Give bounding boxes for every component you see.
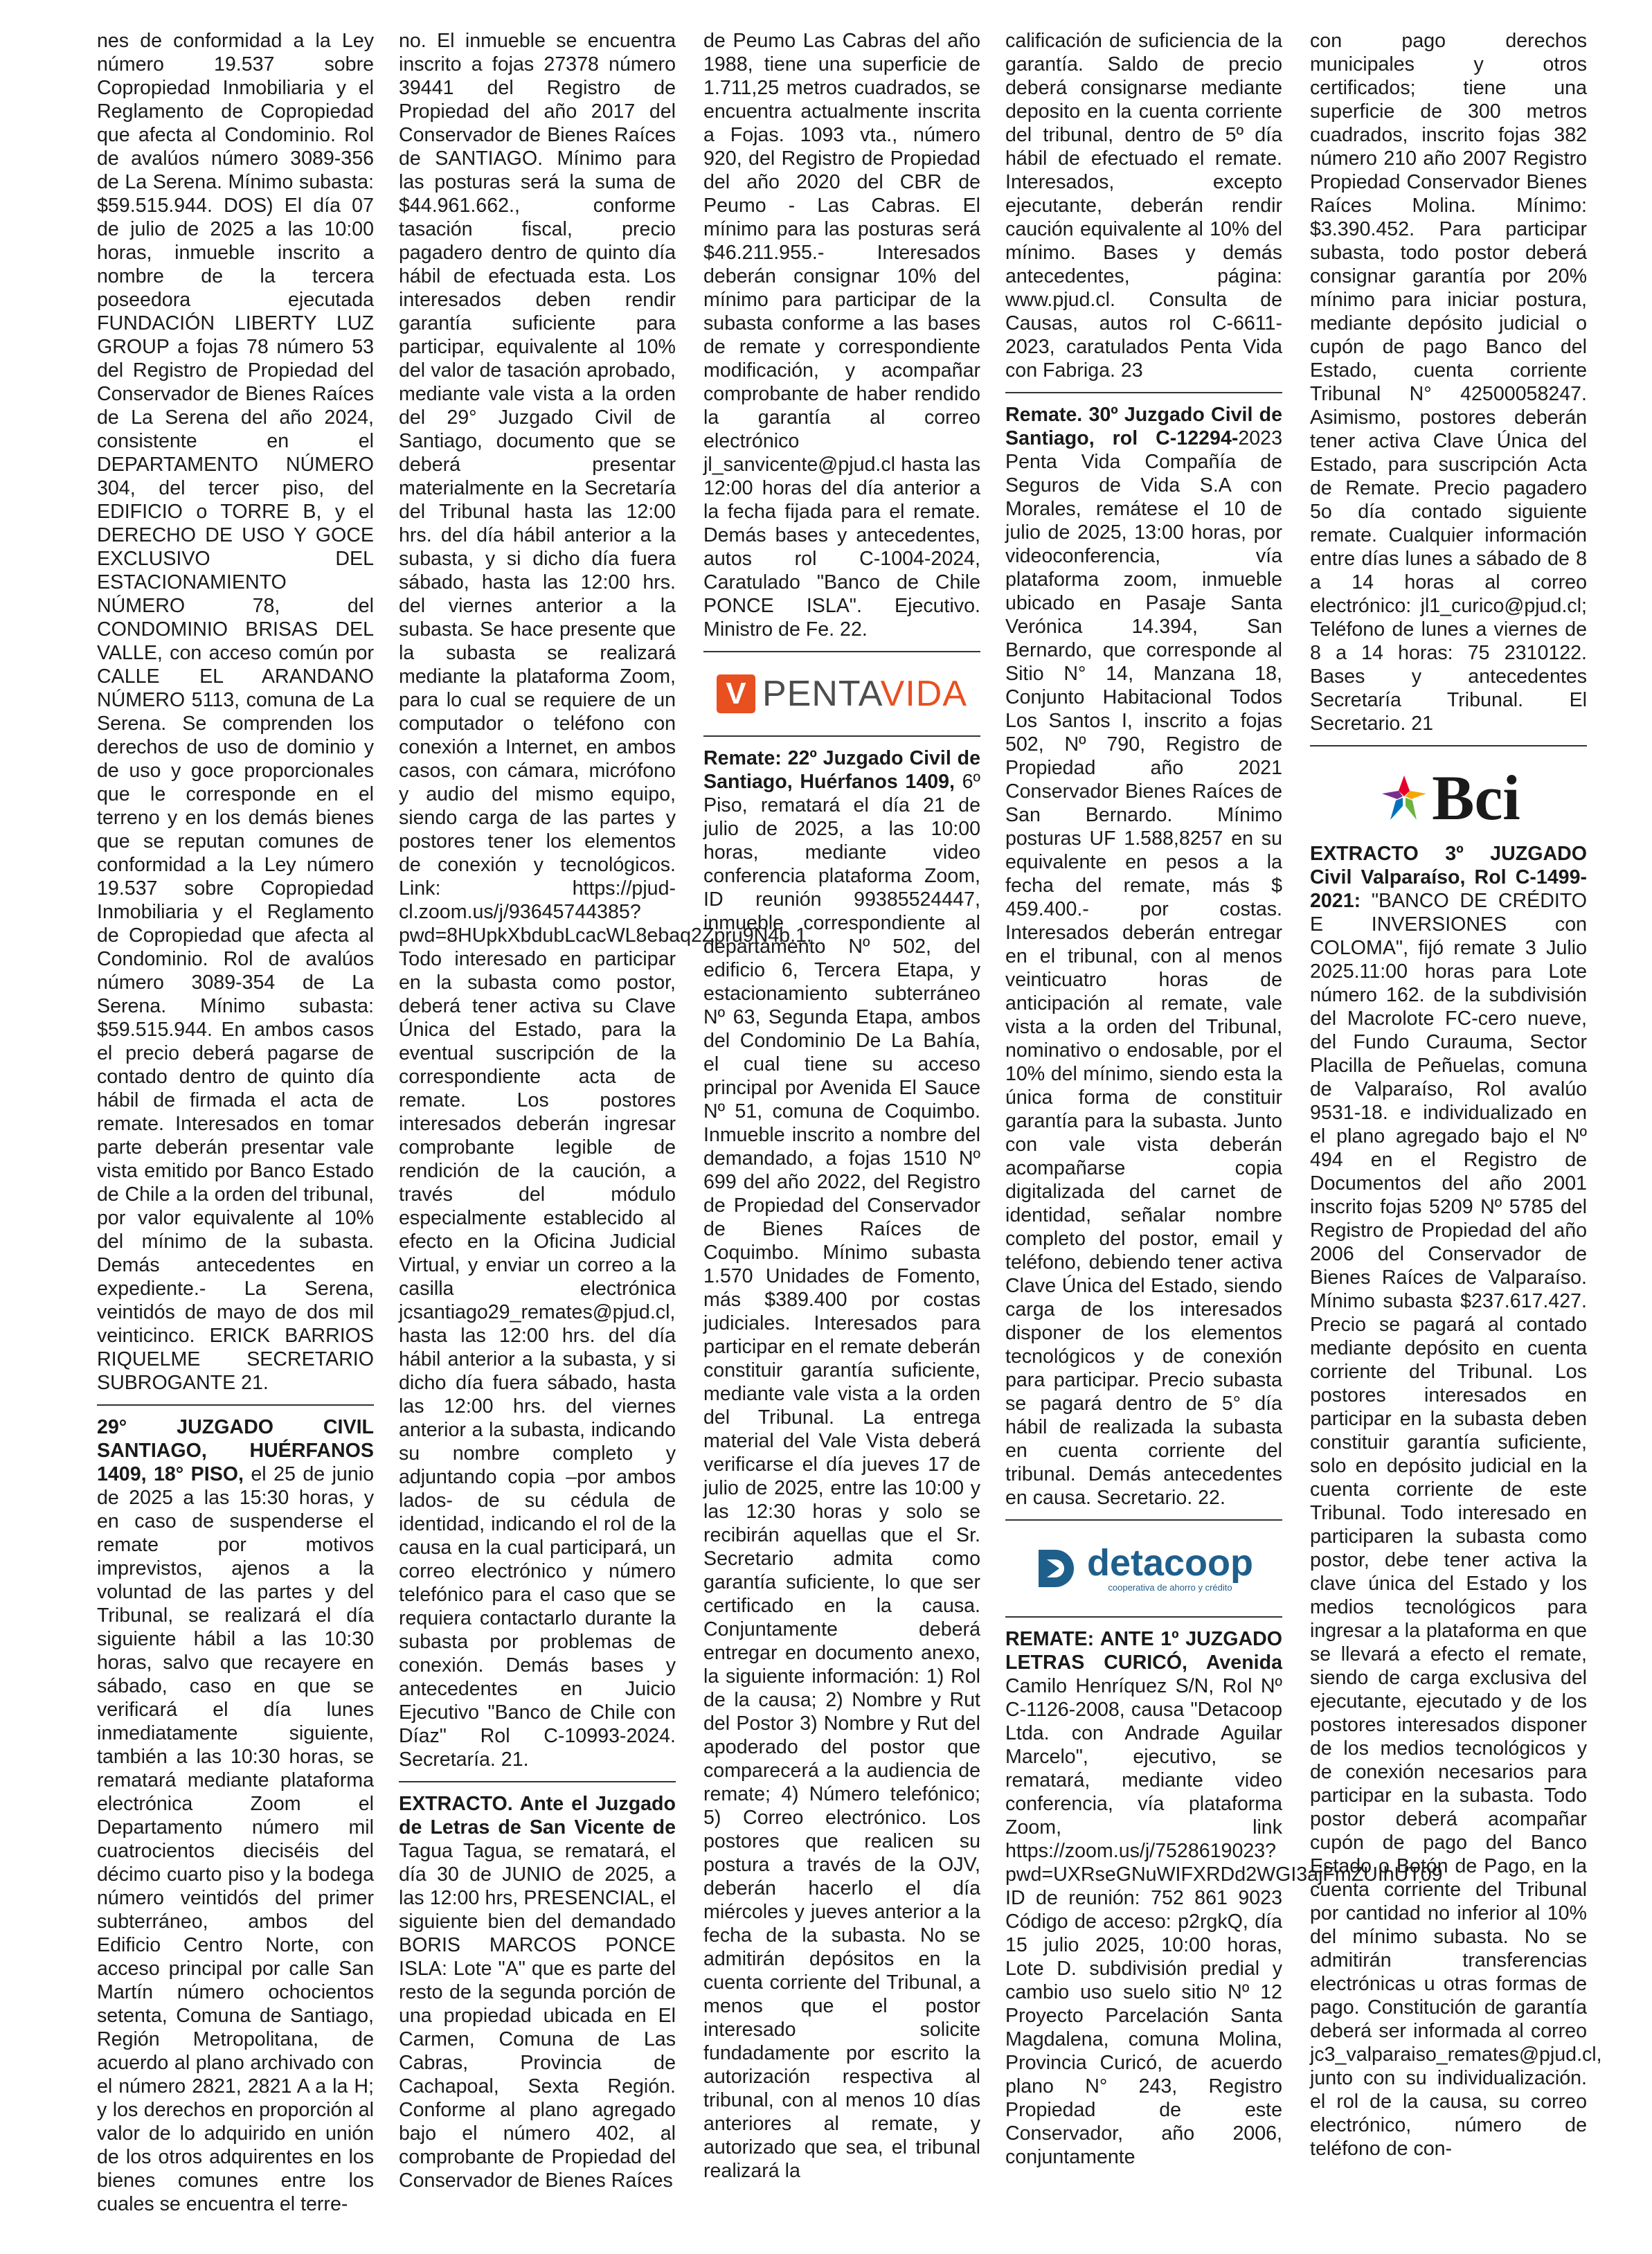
bci-wordmark: Bci <box>1432 762 1520 833</box>
notice-29-juzgado-civil <box>97 1415 374 2216</box>
separator-col2-1 <box>399 1781 676 1782</box>
detacoop-name: detacoop <box>1086 1542 1254 1584</box>
column-4 <box>1005 29 1443 2245</box>
notice-extracto-san-vicente <box>399 1792 676 2192</box>
notice-extracto-valparaiso <box>1310 842 1602 2161</box>
notice-body: 2023 Penta Vida Compañía de Seguros de Vida S.A con Morales, remátese el 10 de julio de 2025, 13:00 horas, por videoconferencia, vía plataforma zoom, inmueble ubicado en Pasaje Santa Verónica 14.394, San Bernardo, que corresponde al Sitio N° 14, Manzana 18, Conjunto Habitacional Todos Los Santos I, inscrito a fojas 502, Nº 790, Registro de Propiedad año 2021 Conservador Bienes Raíces de San Bernardo. Mínimo posturas UF 1.588,8257 en su equivalente en pesos a la fecha del remate, más $ 459.400.- por costas. Interesados deberán entregar en el tribunal, con al menos veinticuatro horas de anticipación al remate, vale vista a la orden del Tribunal, nominativo o endosable, por el 10% del mínimo, siendo esta la única forma de constituir garantía para la subasta. Junto con vale vista deberán acompañarse copia digitalizada del carnet de identidad, señalar nombre completo del postor, email y teléfono, debiendo tener activa Clave Única del Estado, siendo carga de los interesados disponer de los elementos tecnológicos y de conexión para participar. Precio subasta se pagará dentro de 5° día hábil de realizada la subasta en cuenta corriente del tribunal. Demás antecedentes en causa. Secretario. 22. <box>1005 427 1282 1509</box>
penta-v-icon: V <box>717 674 755 713</box>
notice-remate-22-juzgado <box>703 746 980 2183</box>
notice-body: Tagua Tagua, se rematará, el día 30 de JUNIO de 2025, a las 12:00 hrs, PRESENCIAL, el siguiente bien del demandado BORIS MARCOS PONCE ISLA: Lote "A" que es parte del resto de la segunda porción de una propiedad ubicada en El Carmen, Comuna de Las Cabras, Provincia de Cachapoal, Sexta Región. Conforme al plano agregado bajo el número 402, al comprobante de Propiedad del Conservador de Bienes Raíces <box>399 1840 676 2192</box>
notice-heading: REMATE: ANTE 1º JUZGADO LETRAS CURICÓ, Avenida <box>1005 1628 1282 1674</box>
notice-col1-continuation <box>97 29 374 1395</box>
notice-heading: Remate. 30º Juzgado Civil de Santiago, rol C-12294- <box>1005 404 1282 449</box>
notice-col2-continuation <box>399 29 812 1771</box>
notice-col5-continuation <box>1310 29 1587 735</box>
notice-body: no. El inmueble se encuentra inscrito a fojas 27378 número 39441 del Registro de Propiedad del año 2017 del Conservador de Bienes Raíces de SANTIAGO. Mínimo para las posturas será la suma de $44.961.662., conforme tasación fiscal, precio pagadero dentro de quinto día hábil de efectuada esta. Los interesados deben rendir garantía suficiente para participar, equivalente al 10% del valor de tasación aprobado, mediante vale vista a la orden del 29° Juzgado Civil de Santiago, documento que se deberá presentar materialmente en la Secretaría del Tribunal hasta las 12:00 hrs. del día hábil anterior a la subasta, y si dicho día fuera sábado, hasta las 12:00 hrs. del viernes anterior a la subasta. Se hace presente que la subasta se realizará mediante la plataforma Zoom, para lo cual se requiere de un computador o teléfono con conexión a Internet, en ambos casos, con cámara, micrófono y audio del mismo equipo, siendo carga de las partes y postores tener los elementos de conexión y tecnológicos. Link: https://pjud-cl.zoom.us/j/93645744385?pwd=8HUpkXbdubLcacWL8ebaq2Zpru9N4b.1. Todo interesado en participar en la subasta como postor, deberá tener activa su Clave Única del Estado, para la eventual suscripción de la correspondiente acta de remate. Los postores interesados deberán ingresar comprobante legible de rendición de la caución, a través del módulo especialmente establecido al efecto en la Oficina Judicial Virtual, y enviar un correo a la casilla electrónica jcsantiago29_remates@pjud.cl, hasta las 12:00 hrs. del día hábil anterior a la subasta, y si dicho día fuera sábado, hasta las 12:00 hrs. del viernes anterior a la subasta, indicando su nombre completo y adjuntando copia –por ambos lados- de su cédula de identidad, indicando el rol de la causa en la cual participará, un correo electrónico y número telefónico para el caso que se requiera contactarlo durante la subasta por problemas de conexión. Demás bases y antecedentes en Juicio Ejecutivo "Banco de Chile con Díaz" Rol C-10993-2024. Secretaría. 21. <box>399 30 812 1771</box>
notice-col4-continuation <box>1005 29 1282 382</box>
separator-col3-2 <box>703 735 980 737</box>
pentavida-logo <box>703 662 980 726</box>
bci-star-icon <box>1376 770 1432 825</box>
separator-col4-2 <box>1005 1519 1282 1521</box>
column-1 <box>97 29 374 2245</box>
separator-col4-3 <box>1005 1616 1282 1618</box>
notice-heading: EXTRACTO 3º JUZGADO Civil Valparaíso, Rol C-1499-2021: <box>1310 843 1587 912</box>
pentavida-word-vida: VIDA <box>880 674 968 714</box>
detacoop-wordmark <box>1087 1544 1253 1593</box>
notice-body: con pago derechos municipales y otros certificados; tiene una superficie de 300 metros cuadrados, inscrito fojas 382 número 210 año 2007 Registro Propiedad Conservador Bienes Raíces Molina. Mínimo: $3.390.452. Para participar subasta, todo postor deberá consignar garantía por 20% mínimo para iniciar postura, mediante depósito judicial o cupón de pago Banco del Estado, cuenta corriente Tribunal N° 42500058247. Asimismo, postores deberán tener activa Clave Única del Estado, para suscripción Acta de Remate. Precio pagadero 5o día contado siguiente remate. Cualquier información entre días lunes a sábado de 8 a 14 horas al correo electrónico: jl1_curico@pjud.cl; Teléfono de lunes a viernes de 8 a 14 horas: 75 2310122. Bases y antecedentes Secretaría Tribunal. El Secretario. 21 <box>1310 30 1587 735</box>
notice-body: calificación de suficiencia de la garantía. Saldo de precio deberá consignarse mediante deposito en la cuenta corriente del tribunal, dentro de 5º día hábil de efectuado el remate. Interesados, excepto ejecutante, deberán rendir caución equivalente al 10% del mínimo. Bases y demás antecedentes, página: www.pjud.cl. Consulta de Causas, autos rol C-6611-2023, caratulados Penta Vida con Fabriga. 23 <box>1005 30 1282 382</box>
notice-col3-continuation <box>703 29 980 641</box>
notice-body: de Peumo Las Cabras del año 1988, tiene una superficie de 1.711,25 metros cuadrados, se encuentra actualmente inscrita a Fojas. 1093 vta., número 920, del Registro de Propiedad del año 2020 del CBR de Peumo - Las Cabras. El mínimo para las posturas será $46.211.955.- Interesados deberán consignar 10% del mínimo para participar de la subasta conforme a las bases de remate y correspondiente modificación, y acompañar comprobante de haber rendido la garantía al correo electrónico jl_sanvicente@pjud.cl hasta las 12:00 horas del día anterior a la fecha fijada para el remate. Demás bases y antecedentes, autos rol C-1004-2024, Caratulado "Banco de Chile PONCE ISLA". Ejecutivo. Ministro de Fe. 22. <box>703 30 980 641</box>
detacoop-d-icon <box>1034 1544 1083 1593</box>
notice-heading: EXTRACTO. Ante el Juzgado de Letras de San Vicente de <box>399 1793 676 1839</box>
column-5 <box>1310 29 1602 2245</box>
separator-col5-1 <box>1310 745 1587 746</box>
pentavida-word-penta: PENTA <box>762 674 881 714</box>
notice-body: Camilo Henríquez S/N, Rol Nº C-1126-2008, causa "Detacoop Ltda. con Andrade Aguilar Marcelo", ejecutivo, se rematará, mediante video conferencia, vía plataforma Zoom, link https://zoom.us/j/7528619023?pwd=UXRseGNuWIFXRDd2WGI3ajFmZUIhUT09 ID de reunión: 752 861 9023 Código de acceso: p2rgkQ, día 15 julio 2025, 10:00 horas, Lote D. subdivisión predial y cambio uso suelo sitio Nº 12 Proyecto Parcelación Santa Magdalena, comuna Molina, Provincia Curicó, de acuerdo plano N° 243, Registro Propiedad de este Conservador, año 2006, conjuntamente <box>1005 1675 1443 2168</box>
separator-col4-1 <box>1005 392 1282 393</box>
bci-logo <box>1310 756 1587 839</box>
detacoop-logo <box>1005 1530 1282 1607</box>
separator-col1-1 <box>97 1404 374 1406</box>
notice-body: nes de conformidad a la Ley número 19.537 sobre Copropiedad Inmobiliaria y el Reglamento de Copropiedad que afecta al Condominio. Rol de avalúos número 3089-356 de La Serena. Mínimo subasta: $59.515.944. DOS) El día 07 de julio de 2025 a las 10:00 horas, inmueble inscrito a nombre de la tercera poseedora ejecutada FUNDACIÓN LIBERTY LUZ GROUP a fojas 78 número 53 del Registro de Propiedad del Conservador de Bienes Raíces de La Serena del año 2024, consistente en el DEPARTAMENTO NÚMERO 304, del tercer piso, del EDIFICIO o TORRE B, y el DERECHO DE USO Y GOCE EXCLUSIVO DEL ESTACIONAMIENTO NÚMERO 78, del CONDOMINIO BRISAS DEL VALLE, con acceso común por CALLE EL ARANDANO NÚMERO 5113, comuna de La Serena. Se comprenden los derechos de uso de dominio y de uso y goce proporcionales que le corresponde en el terreno y en los demás bienes que se reputan comunes de conformidad a la Ley número 19.537 sobre Copropiedad Inmobiliaria y el Reglamento de Copropiedad que afecta al Condominio. Rol de avalúos número 3089-354 de La Serena. Mínimo subasta: $59.515.944. En ambos casos el precio deberá pagarse de contado dentro de quinto día hábil de firmada el acta de remate. Interesados en tomar parte deberán presentar vale vista emitido por Banco Estado de Chile a la orden del tribunal, por valor equivalente al 10% del mínimo de la subasta. Demás antecedentes en expediente.- La Serena, veintidós de mayo de dos mil veinticinco. ERICK BARRIOS RIQUELME SECRETARIO SUBROGANTE 21. <box>97 30 374 1394</box>
notice-heading: Remate: 22º Juzgado Civil de Santiago, Huérfanos 1409, <box>703 747 980 793</box>
separator-col3-1 <box>703 651 980 652</box>
notice-remate-30-juzgado <box>1005 403 1282 1510</box>
notice-body: el 25 de junio de 2025 a las 15:30 horas, y en caso de suspenderse el remate por motivos imprevistos, ajenos a la voluntad de las partes y del Tribunal, se realizará el día siguiente hábil a las 10:30 horas, salvo que recayere en sábado, caso en que se verificará el día lunes inmediatamente siguiente, también a las 10:30 horas, se rematará mediante plataforma electrónica Zoom el Departamento número mil cuatrocientos dieciséis del décimo cuarto piso y la bodega número veintidós del primer subterráneo, ambos del Edificio Centro Norte, con acceso principal por calle San Martín número ochocientos setenta, Comuna de Santiago, Región Metropolitana, de acuerdo al plano archivado con el número 2821, 2821 A a la H; y los derechos en proporción al valor de lo adquirido en unión de los otros adquirentes en los bienes comunes entre los cuales se encuentra el terre- <box>97 1463 374 2215</box>
detacoop-logo-wrap <box>1034 1544 1253 1593</box>
notice-body: 6º Piso, rematará el día 21 de julio de 2025, a las 10:00 horas, mediante video conferencia plataforma Zoom, ID reunión 99385524447, inmueble correspondiente al departamento Nº 502, del edificio 6, Tercera Etapa, y estacionamiento subterráneo Nº 63, Segunda Etapa, ambos del Condominio De La Bahía, el cual tiene su acceso principal por Avenida El Sauce Nº 51, comuna de Coquimbo. Inmueble inscrito a nombre del demandado, a fojas 1510 Nº 699 del año 2022, del Registro de Propiedad del Conservador de Bienes Raíces de Coquimbo. Mínimo subasta 1.570 Unidades de Fomento, más $389.400 por costas judiciales. Interesados para participar en el remate deberán constituir garantía suficiente, mediante vale vista a la orden del Tribunal. La entrega material del Vale Vista deberá verificarse el día jueves 17 de julio de 2025, entre las 10:00 y las 12:30 horas y solo se recibirán aquellas que el Sr. Secretario admita como garantía suficiente, lo que ser certificado en la causa. Conjuntamente deberá entregar en documento anexo, la siguiente información: 1) Rol de la causa; 2) Nombre y Rut del Postor 3) Nombre y Rut del apoderado del postor que comparecerá a la audiencia de remate; 4) Número telefónico; 5) Correo electrónico. Los postores que realicen su postura a través de la OJV, deberán hacerlo el día miércoles y jueves anterior a la fecha de la subasta. No se admitirán depósitos en la cuenta corriente del Tribunal, a menos que el postor interesado solicite fundadamente por escrito la autorización respectiva al tribunal, con al menos 10 días anteriores al remate, y autorizado que sea, el tribunal realizará la <box>703 771 980 2182</box>
column-3 <box>703 29 980 2245</box>
column-2 <box>399 29 812 2245</box>
notice-heading: 29° JUZGADO CIVIL SANTIAGO, HUÉRFANOS 1409, 18° PISO, <box>97 1416 374 1485</box>
detacoop-tagline: cooperativa de ahorro y crédito <box>1108 1582 1232 1593</box>
notice-remate-curico <box>1005 1627 1443 2169</box>
pentavida-wordmark <box>762 674 967 713</box>
notice-body: "BANCO DE CRÉDITO E INVERSIONES con COLOMA", fijó remate 3 Julio 2025.11:00 horas para Lote número 162. de la subdivisión del Macrolote FC-cero nueve, del Fundo Curauma, Sector Placilla de Peñuelas, comuna de Valparaíso, Rol avalúo 9531-18. e individualizado en el plano agregado bajo el Nº 494 en el Registro de Documentos del año 2001 inscrito fojas 5209 Nº 5785 del Registro de Propiedad del año 2006 del Conservador de Bienes Raíces de Valparaíso. Mínimo subasta $237.617.427. Precio se pagará al contado mediante depósito en cuenta corriente del Tribunal. Los postores interesados en participar en la subasta deben constituir garantía suficiente, solo en depósito judicial en la cuenta corriente de este Tribunal. Todo interesado en participaren la subasta como postor, debe tener activa la clave única del Estado y los medios tecnológicos para ingresar a la plataforma en que se llevará a efecto el remate, siendo de carga exclusiva del ejecutante, ejecutado y de los postores interesados disponer de los medios tecnológicos y de conexión necesarios para participar en la subasta. Todo postor deberá acompañar cupón de pago del Banco Estado o Botón de Pago, en la cuenta corriente del Tribunal por cantidad no inferior al 10% del mínimo subasta. No se admitirán transferencias electrónicas u otras formas de pago. Constitución de garantía deberá ser informada al correo jc3_valparaiso_remates@pjud.cl, junto con su individualización. el rol de la causa, su correo electrónico, número de teléfono de con- <box>1310 890 1602 2160</box>
